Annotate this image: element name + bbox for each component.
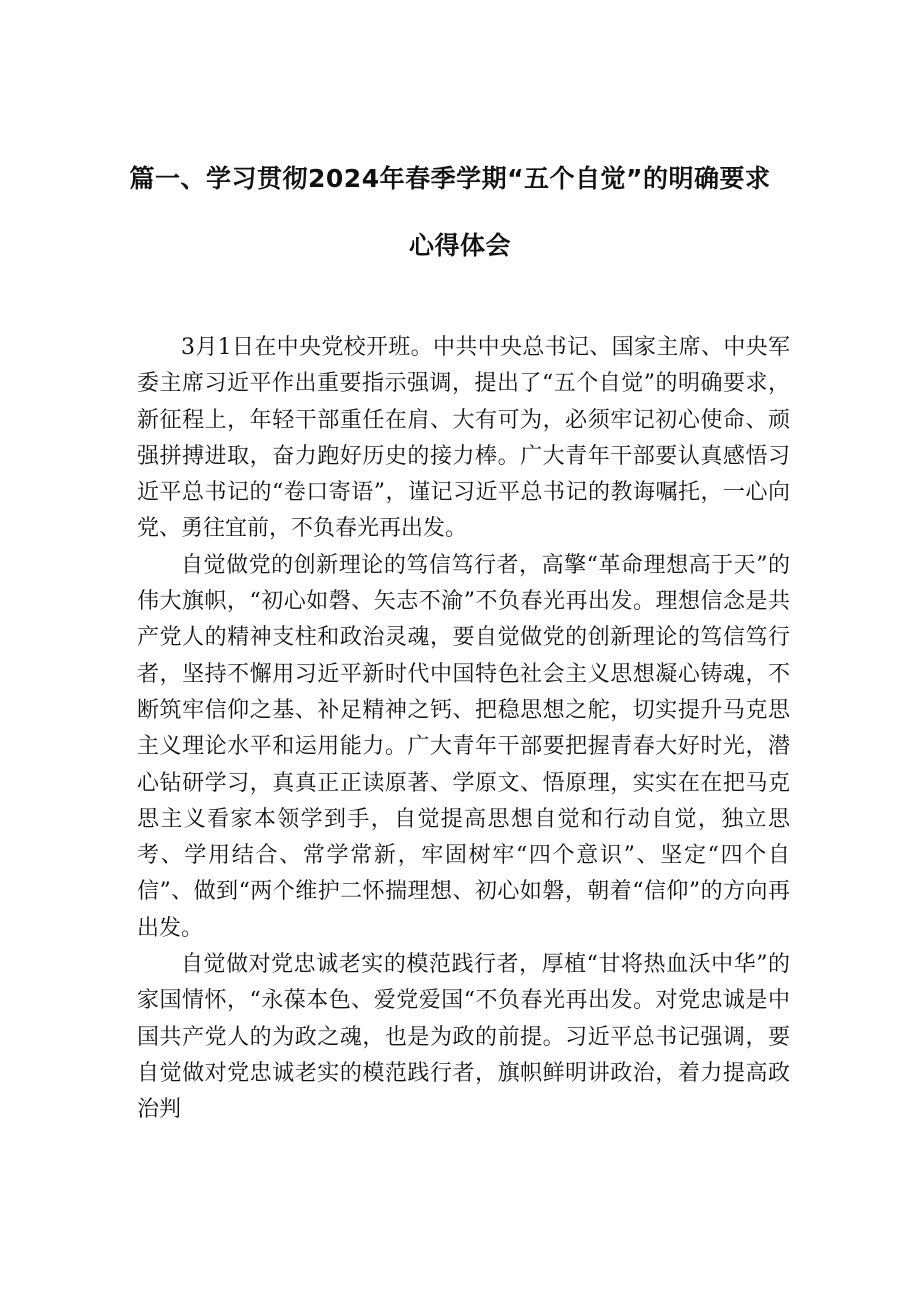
document-title: 篇一、学习贯彻2024年春季学期“五个自觉”的明确要求	[129, 164, 771, 193]
document-subtitle: 心得体会	[408, 231, 511, 260]
paragraph-2: 自觉做党的创新理论的笃信笃行者，高擎“革命理想高于天”的伟大旗帜，“初心如磬、矢志不渝”不负春光再出发。理想信念是共产党人的精神支柱和政治灵魂，要自觉做党的创新理论的笃信笃行者，坚持不懈用习近平新时代中国特色社会主义思想凝心铸魂，不断筑牢信仰之基、补足精神之钙、把稳思想之舵，切实提升马克思主义理论水平和运用能力。广大青年干部要把握青春大好时光，潜心钻研学习，真真正正读原著、学原文、悟原理，实实在在把马克思主义看家本领学到手，自觉提高思想自觉和行动自觉，独立思考、学用结合、常学常新，牢固树牢“四个意识”、坚定“四个自信”、做到“两个维护二怀揣理想、初心如磐，朝着“信仰”的方向再出发。	[137, 552, 790, 941]
paragraph-1: 3月1日在中央党校开班。中共中央总书记、国家主席、中央军委主席习近平作出重要指示强调，提出了“五个自觉”的明确要求，新征程上，年轻干部重任在肩、大有可为，必须牢记初心使命、顽强拼搏进取，奋力跑好历史的接力棒。广大青年干部要认真感悟习近平总书记的“卷口寄语”，谨记习近平总书记的教诲嘱托，一心向党、勇往宜前，不负春光再出发。	[137, 335, 790, 542]
document-body	[137, 330, 790, 1129]
paragraph-3: 自觉做对党忠诚老实的模范践行者，厚植“甘将热血沃中华”的家国情怀，“永葆本色、爱党爱国“不负春光再出发。对党忠诚是中国共产党人的为政之魂，也是为政的前提。习近平总书记强调，要自觉做对党忠诚老实的模范践行者，旗帜鲜明讲政治，着力提高政治判	[137, 952, 790, 1123]
